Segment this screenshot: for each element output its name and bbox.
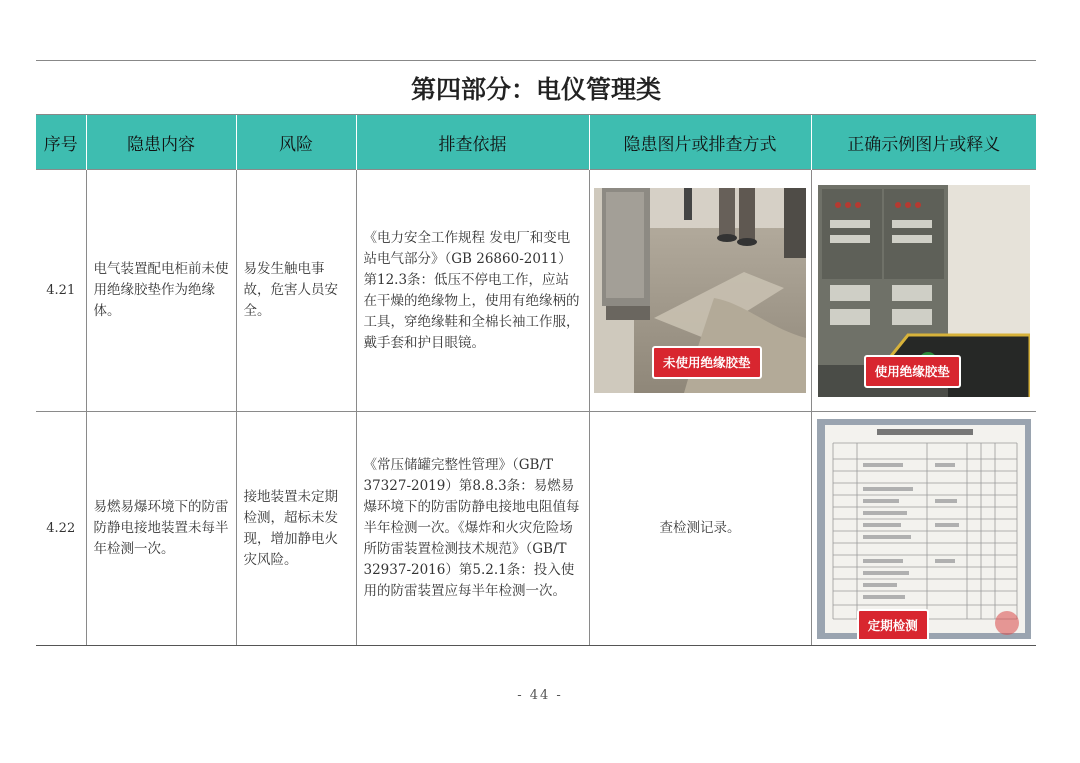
header-hazard-image: 隐患图片或排查方式 <box>589 115 811 170</box>
header-basis: 排查依据 <box>356 115 589 170</box>
inspection-report-image <box>817 419 1031 639</box>
table-row <box>36 170 1036 412</box>
inspection-method-cell: 查检测记录。 <box>589 412 811 646</box>
page-number: - 44 - <box>517 688 563 703</box>
hazard-photo <box>594 188 806 393</box>
hazard-cell: 电气装置配电柜前未使用绝缘胶垫作为绝缘体。 <box>86 170 236 412</box>
correct-example-cell <box>811 412 1036 646</box>
table-header-row <box>36 115 1036 170</box>
row-index: 4.22 <box>36 412 86 646</box>
correct-image-tag: 定期检测 <box>857 609 929 639</box>
correct-photo <box>818 185 1030 397</box>
section-title: 第四部分：电仪管理类 <box>36 60 1036 115</box>
document-sheet <box>36 60 1036 646</box>
hazard-image-tag: 未使用绝缘胶垫 <box>652 346 762 379</box>
correct-example-cell <box>811 170 1036 412</box>
risk-cell: 易发生触电事故，危害人员安全。 <box>236 170 356 412</box>
row-index: 4.21 <box>36 170 86 412</box>
risk-cell: 接地装置未定期检测，超标未发现，增加静电火灾风险。 <box>236 412 356 646</box>
hazard-table <box>36 115 1036 646</box>
table-row <box>36 412 1036 646</box>
header-index: 序号 <box>36 115 86 170</box>
header-correct-example: 正确示例图片或释义 <box>811 115 1036 170</box>
header-risk: 风险 <box>236 115 356 170</box>
hazard-cell: 易燃易爆环境下的防雷防静电接地装置未每半年检测一次。 <box>86 412 236 646</box>
basis-cell: 《常压储罐完整性管理》（GB/T 37327-2019）第8.8.3条：易燃易爆环境下的防雷防静电接地电阻值每半年检测一次。《爆炸和火灾危险场所防雷装置检测技术规范》（GB/T 32937-2016）第5.2.1条：投入使用的防雷装置应每半年检测一次。 <box>356 412 589 646</box>
inspection-report-photo <box>817 419 1031 639</box>
hazard-image-cell <box>589 170 811 412</box>
basis-cell: 《电力安全工作规程 发电厂和变电站电气部分》（GB 26860-2011）第12.3条：低压不停电工作，应站在干燥的绝缘物上，使用有绝缘柄的工具，穿绝缘鞋和全棉长袖工作服，戴手套和护目眼镜。 <box>356 170 589 412</box>
header-hazard: 隐患内容 <box>86 115 236 170</box>
correct-image-tag: 使用绝缘胶垫 <box>864 355 961 388</box>
